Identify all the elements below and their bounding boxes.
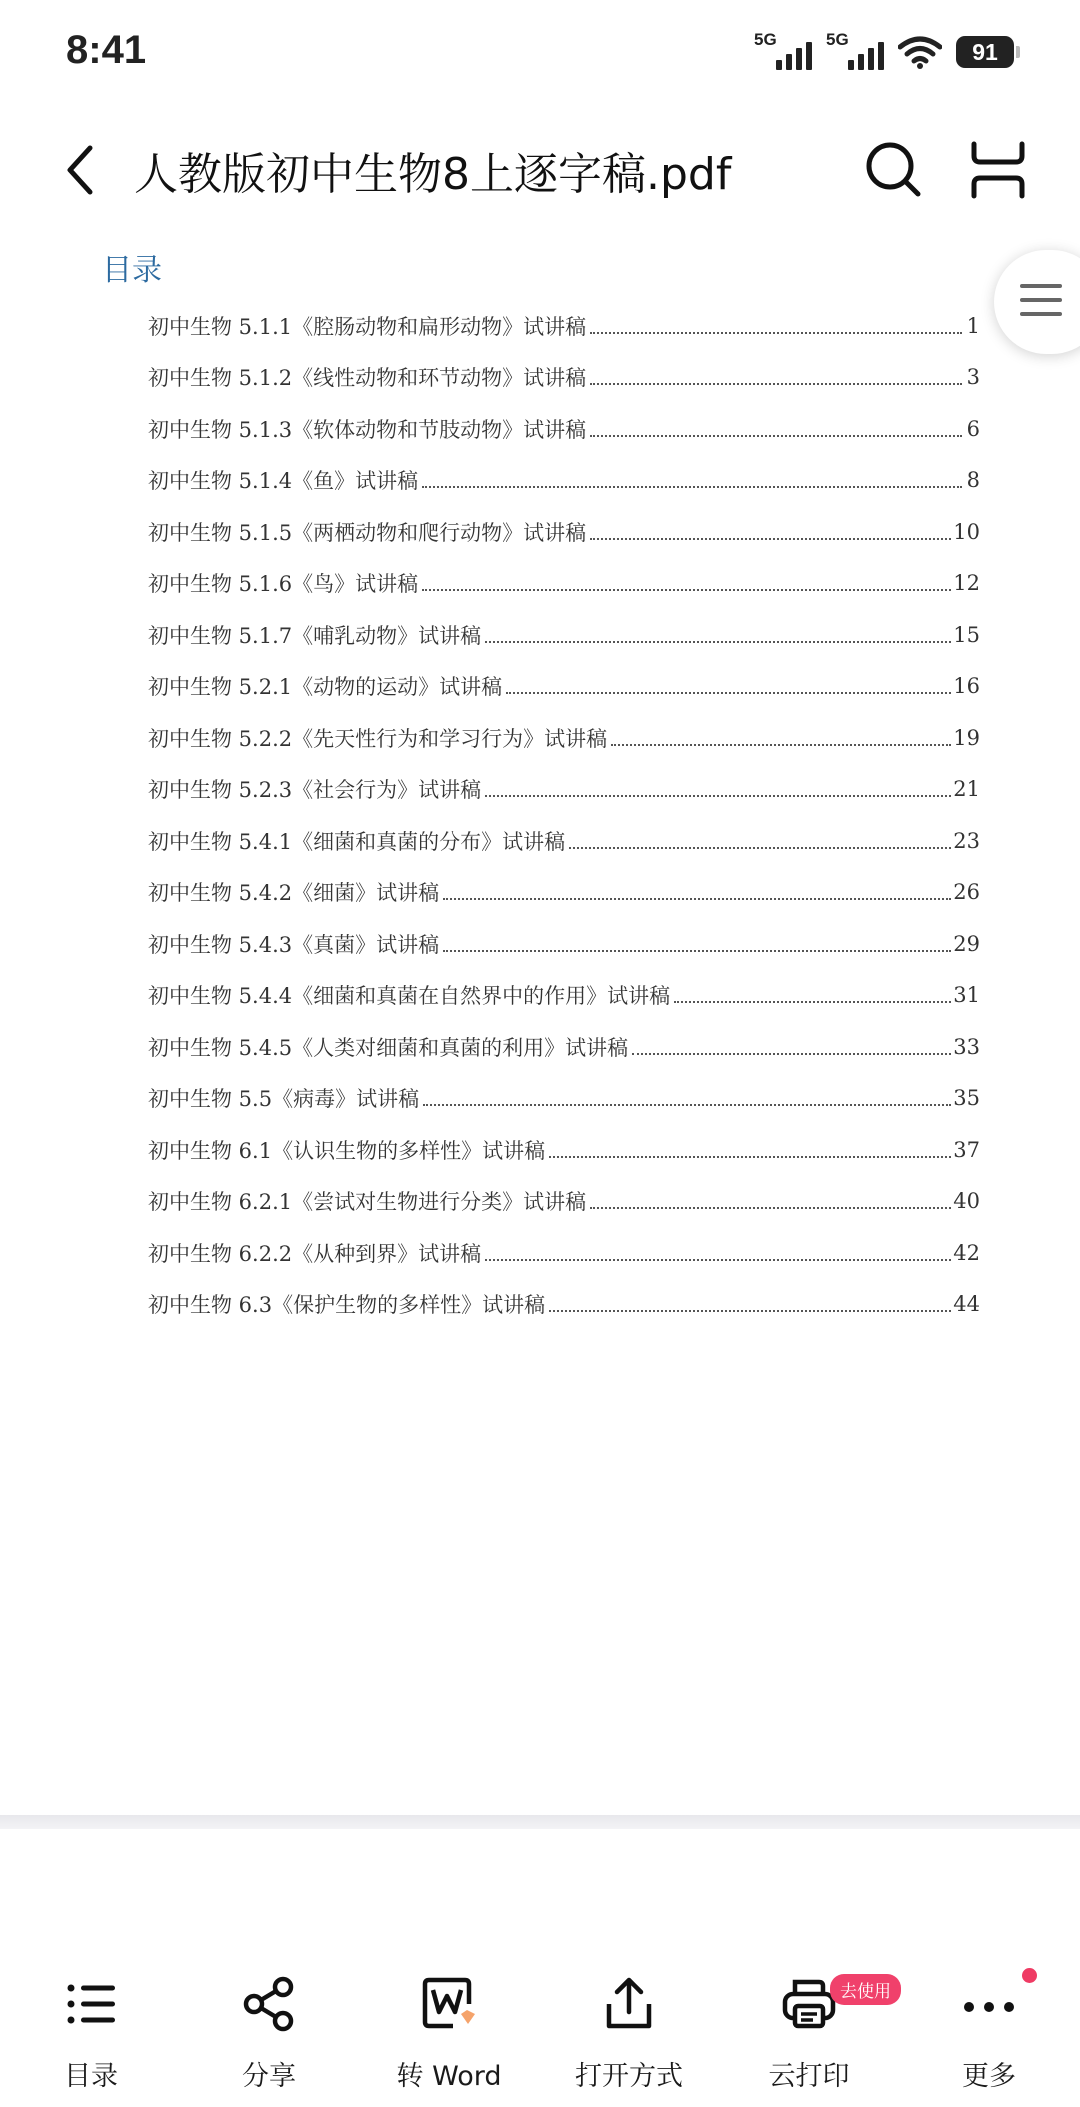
chevron-left-icon [60, 142, 100, 198]
toc-entry-page: 40 [953, 1189, 980, 1214]
toolbar-toc-button[interactable] [16, 1940, 166, 2090]
toc-entry-title: 初中生物 5.1.2《线性动物和环节动物》试讲稿 [148, 366, 587, 391]
toc-entry-page: 8 [966, 468, 980, 493]
split-view-button[interactable] [966, 138, 1030, 202]
toc-entry-page: 3 [966, 365, 980, 390]
toc-entry-title: 初中生物 5.4.3《真菌》试讲稿 [148, 932, 440, 957]
status-time: 8:41 [66, 28, 147, 72]
toc-entry[interactable] [148, 1021, 980, 1073]
toc-entry-page: 12 [953, 571, 980, 596]
toc-entry-page: 35 [953, 1086, 980, 1111]
toc-leader-dots [485, 795, 951, 797]
toc-entry-title: 初中生物 5.2.2《先天性行为和学习行为》试讲稿 [148, 726, 608, 751]
toc-entry-title: 初中生物 5.5《病毒》试讲稿 [148, 1087, 420, 1112]
toolbar-cloud-print-label: 云打印 [768, 2061, 850, 2092]
toolbar-more-label: 更多 [962, 2061, 1016, 2092]
toolbar-open-with-label: 打开方式 [575, 2061, 683, 2092]
toc-entry-title: 初中生物 6.1《认识生物的多样性》试讲稿 [148, 1138, 546, 1163]
toc-entry-title: 初中生物 5.2.3《社会行为》试讲稿 [148, 778, 482, 803]
signal-label: 5G [826, 30, 849, 49]
more-icon [959, 1974, 1019, 2034]
toc-entry-title: 初中生物 5.4.5《人类对细菌和真菌的利用》试讲稿 [148, 1035, 629, 1060]
toc-entry-title: 初中生物 5.4.1《细菌和真菌的分布》试讲稿 [148, 829, 566, 854]
toc-entry-page: 31 [953, 983, 980, 1008]
wifi-icon [898, 35, 942, 69]
toc-entry[interactable] [148, 867, 980, 919]
cellular-signal-icon [754, 32, 812, 72]
toc-entry[interactable] [148, 1279, 980, 1331]
toc-leader-dots [569, 847, 951, 849]
toc-entry-page: 29 [953, 931, 980, 956]
toc-entry-page: 1 [966, 313, 980, 338]
toc-entry-title: 初中生物 5.1.4《鱼》试讲稿 [148, 469, 419, 494]
toc-entry-page: 21 [953, 777, 980, 802]
toc-entry[interactable] [148, 815, 980, 867]
toc-leader-dots [590, 435, 962, 437]
page-divider [0, 1815, 1080, 1829]
cellular-signal-icon [826, 32, 884, 72]
toc-entry[interactable] [148, 558, 980, 610]
toc-entry-title: 初中生物 5.1.3《软体动物和节肢动物》试讲稿 [148, 417, 587, 442]
status-bar [0, 0, 1080, 110]
toc-leader-dots [632, 1053, 951, 1055]
toc-entry-page: 23 [953, 828, 980, 853]
battery-indicator: 91 [956, 36, 1014, 68]
notification-dot [1022, 1968, 1037, 1983]
toc-entry-page: 19 [953, 725, 980, 750]
bottom-toolbar [0, 1940, 1080, 2107]
search-icon [862, 138, 926, 202]
toc-leader-dots [422, 589, 951, 591]
toc-leader-dots [549, 1310, 951, 1312]
toc-entry-title: 初中生物 5.4.2《细菌》试讲稿 [148, 881, 440, 906]
toc-entry[interactable] [148, 1227, 980, 1279]
share-icon [239, 1974, 299, 2034]
toc-entry-title: 初中生物 5.4.4《细菌和真菌在自然界中的作用》试讲稿 [148, 984, 671, 1009]
toc-heading: 目录 [102, 253, 162, 288]
document-title: 人教版初中生物8上逐字稿.pdf [134, 149, 732, 200]
toc-leader-dots [590, 1207, 951, 1209]
toc-entry[interactable] [148, 1073, 980, 1125]
toc-leader-dots [423, 1104, 951, 1106]
split-view-icon [966, 138, 1030, 202]
toc-entry-page: 37 [953, 1137, 980, 1162]
search-button[interactable] [862, 138, 926, 202]
toolbar-toc-label: 目录 [64, 2061, 118, 2092]
try-badge: 去使用 [830, 1974, 901, 2005]
toc-leader-dots [590, 383, 962, 385]
toc-leader-dots [422, 486, 962, 488]
toc-entry[interactable] [148, 918, 980, 970]
toc-entry-page: 6 [966, 416, 980, 441]
toc-leader-dots [506, 692, 951, 694]
toc-entry[interactable] [148, 506, 980, 558]
toc-entry[interactable] [148, 300, 980, 352]
toc-entry[interactable] [148, 661, 980, 713]
toolbar-open-with-button[interactable] [554, 1940, 704, 2090]
toc-entry-title: 初中生物 6.3《保护生物的多样性》试讲稿 [148, 1293, 546, 1318]
toc-leader-dots [674, 1001, 951, 1003]
toolbar-convert-word-button[interactable] [374, 1940, 524, 2090]
toc-entry[interactable] [148, 609, 980, 661]
toc-entry-page: 33 [953, 1034, 980, 1059]
toc-entry-title: 初中生物 5.1.7《哺乳动物》试讲稿 [148, 623, 482, 648]
header [0, 110, 1080, 230]
back-button[interactable] [50, 140, 110, 200]
toc-entry-page: 44 [953, 1292, 980, 1317]
toolbar-share-label: 分享 [242, 2061, 296, 2092]
outline-toggle-button[interactable] [994, 250, 1080, 354]
toc-entry-title: 初中生物 5.1.6《鸟》试讲稿 [148, 572, 419, 597]
toc-entry-title: 初中生物 5.1.1《腔肠动物和扁形动物》试讲稿 [148, 314, 587, 339]
list-icon [61, 1974, 121, 2034]
toolbar-cloud-print-button[interactable] [734, 1940, 891, 2092]
toc-entry[interactable] [148, 712, 980, 764]
convert-word-icon [419, 1974, 479, 2034]
toc-entry-page: 10 [953, 519, 980, 544]
toc-leader-dots [443, 898, 951, 900]
toc-leader-dots [443, 950, 951, 952]
toc-entry-title: 初中生物 5.2.1《动物的运动》试讲稿 [148, 675, 503, 700]
toolbar-share-button[interactable] [194, 1940, 344, 2090]
open-with-icon [599, 1974, 659, 2034]
toolbar-convert-word-label: 转 Word [396, 2061, 502, 2092]
toc-entry-title: 初中生物 6.2.1《尝试对生物进行分类》试讲稿 [148, 1190, 587, 1215]
toc-leader-dots [485, 1259, 951, 1261]
toc-entry[interactable] [148, 764, 980, 816]
toc-entry[interactable] [148, 455, 980, 507]
toc-entry[interactable] [148, 352, 980, 404]
status-icons [754, 30, 1014, 74]
toc-leader-dots [590, 332, 962, 334]
toc-list [148, 300, 980, 1330]
toc-leader-dots [590, 538, 951, 540]
toc-leader-dots [611, 744, 951, 746]
toc-entry-page: 15 [953, 622, 980, 647]
outline-menu-icon [1020, 284, 1062, 326]
toc-entry[interactable] [148, 970, 980, 1022]
toc-entry[interactable] [148, 1176, 980, 1228]
toc-leader-dots [485, 641, 951, 643]
toc-entry-title: 初中生物 5.1.5《两栖动物和爬行动物》试讲稿 [148, 520, 587, 545]
toc-leader-dots [549, 1156, 951, 1158]
toc-entry-page: 16 [953, 674, 980, 699]
toolbar-more-button[interactable] [914, 1940, 1064, 2090]
toc-entry[interactable] [148, 403, 980, 455]
toc-entry-page: 42 [953, 1240, 980, 1265]
toc-entry-page: 26 [953, 880, 980, 905]
toc-entry[interactable] [148, 1124, 980, 1176]
signal-label: 5G [754, 30, 777, 49]
toc-entry-title: 初中生物 6.2.2《从种到界》试讲稿 [148, 1241, 482, 1266]
